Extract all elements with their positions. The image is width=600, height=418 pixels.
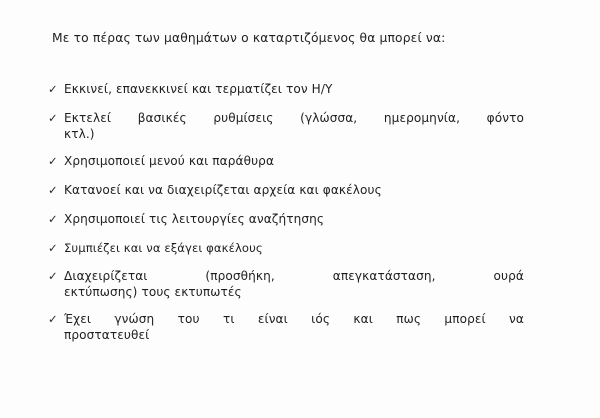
check-icon: ✓ [48, 153, 58, 168]
check-icon: ✓ [48, 311, 58, 326]
check-icon: ✓ [48, 269, 58, 284]
list-item [48, 241, 562, 257]
check-icon: ✓ [48, 182, 58, 197]
list-item-label: Κατανοεί και να διαχειρίζεται αρχεία και φακέλους [64, 182, 382, 197]
list-item [48, 269, 562, 301]
list-item [48, 82, 562, 98]
list-item-label-line2: κτλ.) [64, 126, 95, 141]
list-item-label-line2: προστατευθεί [64, 327, 150, 342]
list-item-label [64, 269, 524, 301]
list-item-label-line2: εκτύπωσης) τους εκτυπωτές [64, 285, 242, 300]
list-item-label: Συμπιέζει και να εξάγει φακέλους [64, 240, 263, 255]
list-item-label: Χρησιμοποιεί μενού και παράθυρα [64, 153, 275, 168]
list-item-label: Εκκινεί, επανεκκινεί και τερματίζει τον Η/Υ [64, 81, 333, 96]
check-icon: ✓ [48, 81, 58, 96]
list-item [48, 154, 562, 170]
list-item-label-line1: Εκτελεί βασικές ρυθμίσεις (γλώσσα, ημερομηνία, φόντο [64, 110, 524, 125]
check-icon: ✓ [48, 240, 58, 255]
list-item [48, 312, 562, 344]
list-item-label [64, 111, 524, 143]
check-icon: ✓ [48, 211, 58, 226]
intro-paragraph: Με το πέρας των μαθημάτων ο καταρτιζόμενος θα μπορεί να: [52, 31, 446, 45]
list-item [48, 212, 562, 228]
list-item-label-line1: Διαχειρίζεται (προσθήκη, απεγκατάσταση, ουρά [64, 269, 524, 284]
list-item [48, 111, 562, 143]
list-item-label [64, 312, 524, 344]
list-item [48, 183, 562, 199]
objectives-list [48, 82, 562, 344]
check-icon: ✓ [48, 110, 58, 125]
list-item-label: Χρησιμοποιεί τις λειτουργίες αναζήτησης [64, 211, 325, 226]
list-item-label-line1: Έχει γνώση του τι είναι ιός και πως μπορεί να [64, 311, 524, 326]
